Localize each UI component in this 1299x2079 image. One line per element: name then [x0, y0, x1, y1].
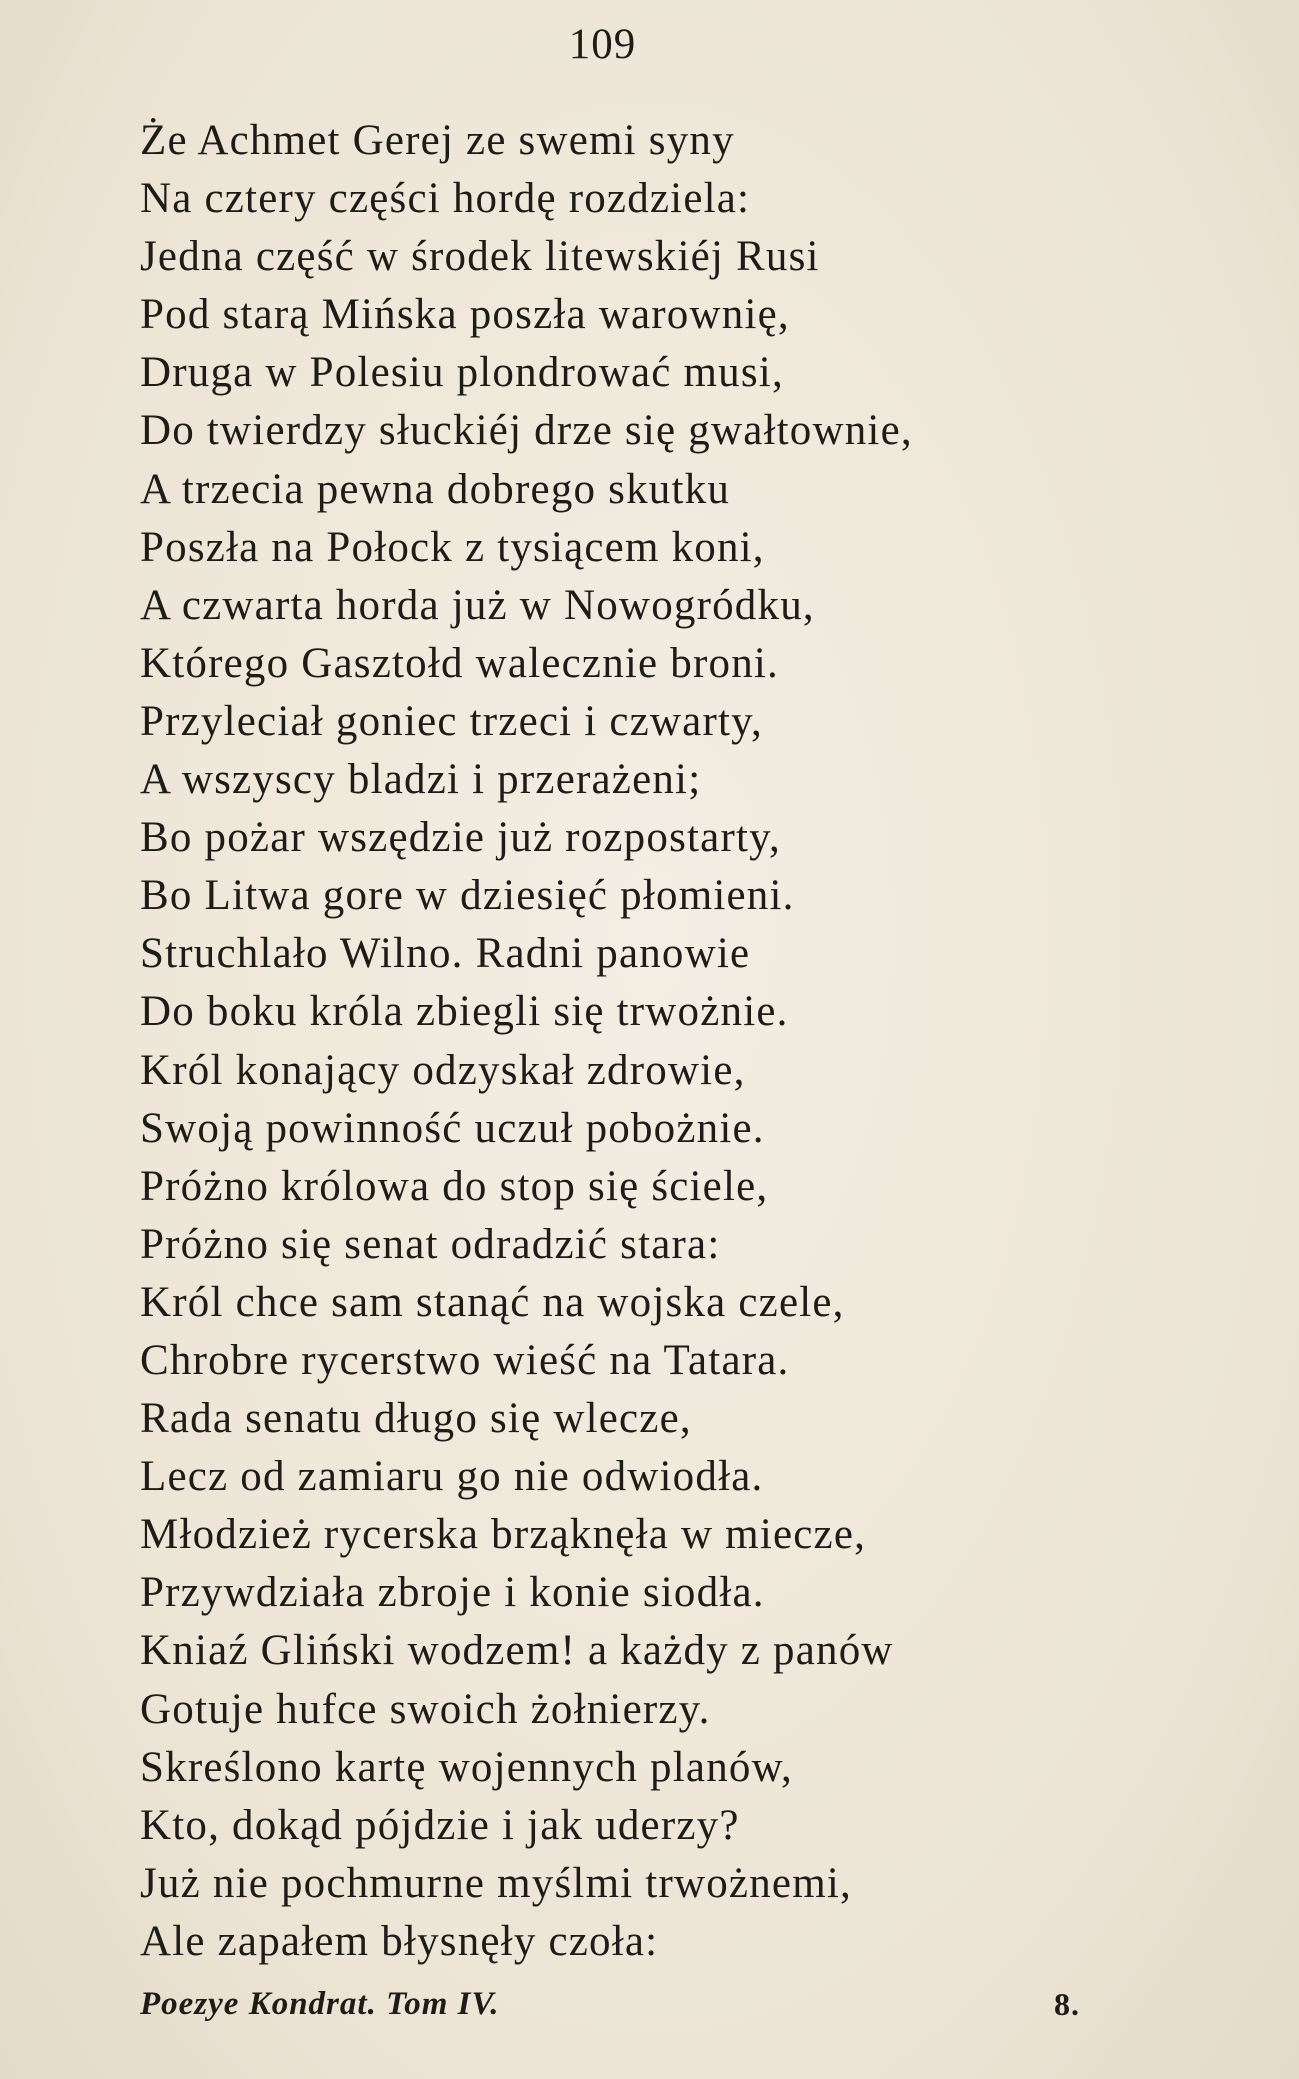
verse-line: Do boku króla zbiegli się trwożnie. [140, 988, 789, 1036]
verse-line: Gotuje hufce swoich żołnierzy. [140, 1685, 711, 1733]
verse-line: Król konający odzyskał zdrowie, [140, 1046, 746, 1094]
verse-line: Ale zapałem błysnęły czoła: [140, 1917, 659, 1965]
verse-line: Rada senatu długo się wlecze, [140, 1395, 692, 1443]
verse-line: Przyleciał goniec trzeci i czwarty, [140, 697, 763, 745]
verse-line: Lecz od zamiaru go nie odwiodła. [140, 1453, 764, 1501]
verse-line: Poszła na Połock z tysiącem koni, [140, 523, 765, 571]
verse-line: Kto, dokąd pójdzie i jak uderzy? [140, 1801, 740, 1849]
verse-line: Kniaź Gliński wodzem! a każdy z panów [140, 1627, 894, 1675]
page-footer [140, 1986, 1080, 2036]
verse-line: Swoją powinność uczuł pobożnie. [140, 1104, 765, 1152]
verse-line: A wszyscy bladzi i przerażeni; [140, 756, 702, 804]
verse-line: Próżno się senat odradzić stara: [140, 1220, 721, 1268]
verse-line: Do twierdzy słuckiéj drze się gwałtownie, [140, 407, 913, 455]
verse-line: A trzecia pewna dobrego skutku [140, 465, 731, 513]
verse-line: Jedna część w środek litewskiéj Rusi [140, 233, 820, 281]
verse-line: A czwarta horda już w Nowogródku, [140, 581, 815, 629]
verse-line: Młodzież rycerska brząknęła w miecze, [140, 1511, 867, 1559]
verse-line: Bo pożar wszędzie już rozpostarty, [140, 814, 781, 862]
verse-line: Już nie pochmurne myślmi trwożnemi, [140, 1859, 852, 1907]
footer-source: Poezye Kondrat. Tom IV. [140, 1986, 500, 2022]
verse-line: Skreślono kartę wojennych planów, [140, 1743, 794, 1791]
verse-line: Pod starą Mińska poszła warownię, [140, 291, 790, 339]
verse-line: Przywdziała zbroje i konie siodła. [140, 1569, 765, 1617]
verse-line: Którego Gasztołd walecznie broni. [140, 639, 779, 687]
verse-line: Chrobre rycerstwo wieść na Tatara. [140, 1336, 790, 1384]
verse-line: Że Achmet Gerej ze swemi syny [140, 117, 735, 164]
poem-text [140, 112, 913, 1971]
page-number: 109 [568, 21, 637, 68]
verse-line: Bo Litwa gore w dziesięć płomieni. [140, 872, 795, 920]
verse-line: Struchlało Wilno. Radni panowie [140, 930, 751, 978]
signature-mark: 8. [1054, 1986, 1080, 2022]
verse-line: Próżno królowa do stop się ściele, [140, 1162, 769, 1210]
verse-line: Na cztery części hordę rozdziela: [140, 175, 751, 223]
verse-line: Król chce sam stanąć na wojska czele, [140, 1278, 845, 1326]
verse-line: Druga w Polesiu plondrować musi, [140, 349, 784, 397]
